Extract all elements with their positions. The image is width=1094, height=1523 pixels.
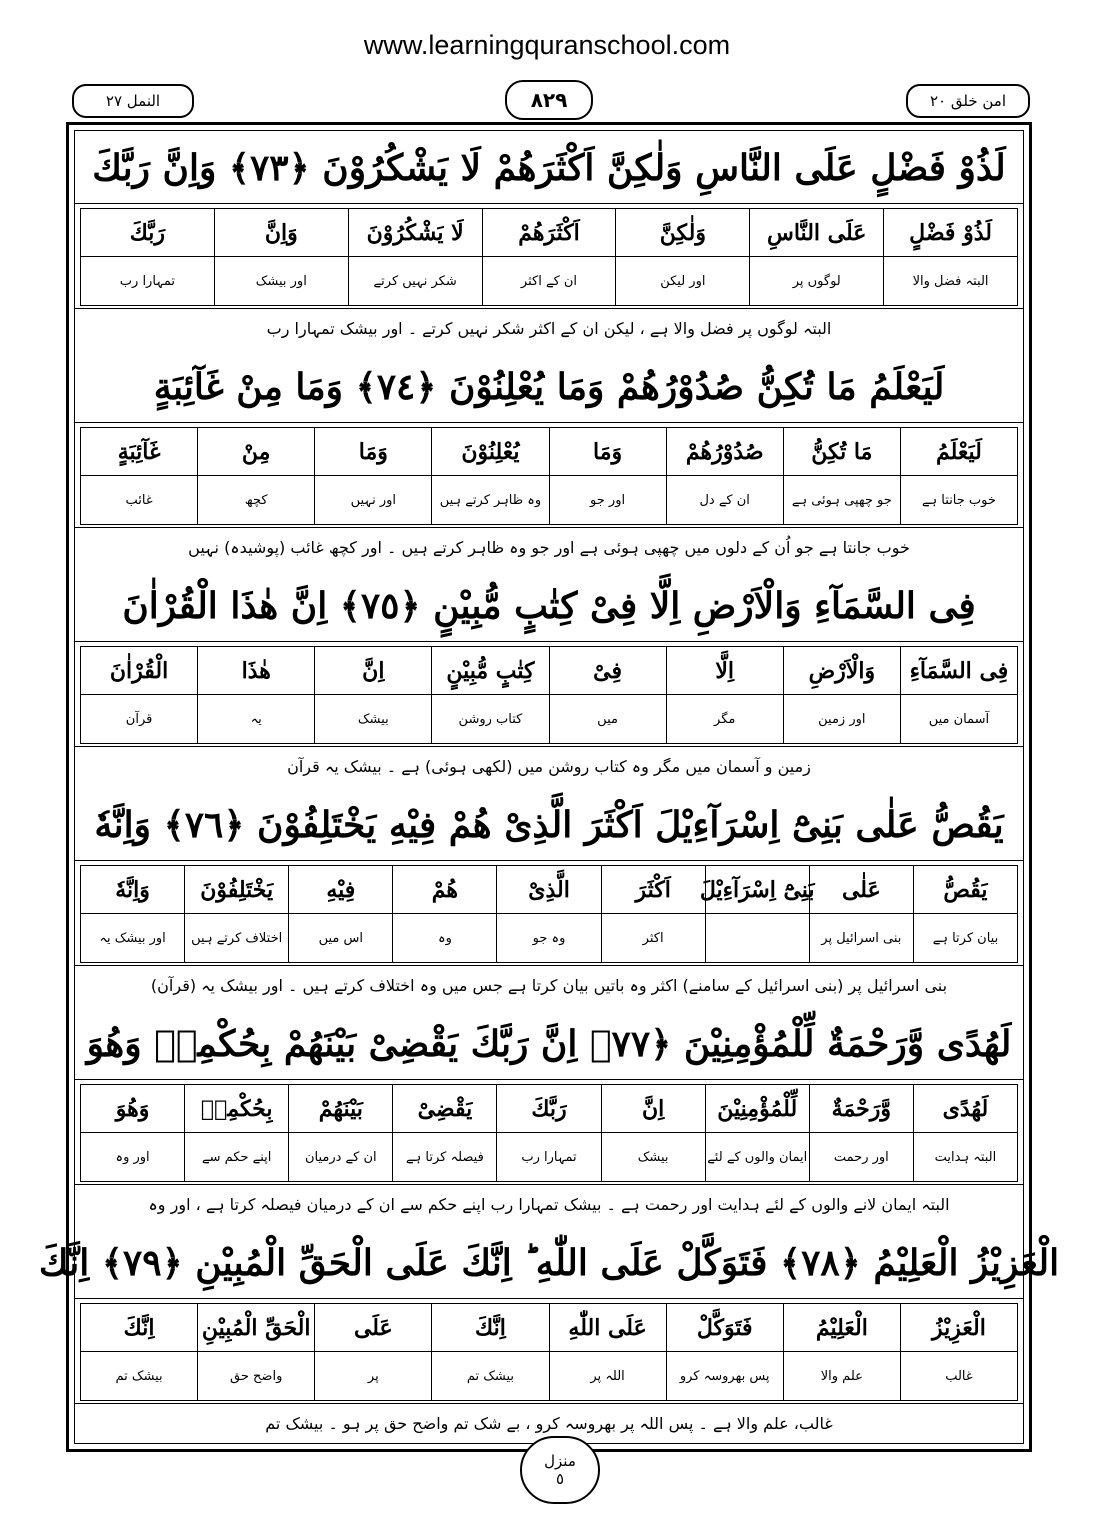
word-cell <box>314 647 431 743</box>
arabic-word: وَاِنَّهٗ <box>81 866 184 914</box>
urdu-meaning: آسمان میں <box>928 711 990 727</box>
word-cell <box>783 1304 900 1400</box>
arabic-word: الْعَلِيْمُ <box>784 1304 900 1352</box>
urdu-meaning: اور بیشک یہ <box>99 930 166 946</box>
urdu-meaning: بیان کرتا ہے <box>932 930 999 946</box>
arabic-word: يَخْتَلِفُوْنَ <box>185 866 288 914</box>
urdu-meaning: بیشک <box>637 1149 669 1165</box>
word-cell <box>496 1085 600 1181</box>
urdu-meaning: اور لیکن <box>660 273 706 289</box>
arabic-word: لَا يَشْكُرُوْنَ <box>349 209 482 257</box>
word-cell <box>392 866 496 962</box>
word-cell <box>615 209 749 305</box>
urdu-meaning: اور رحمت <box>833 1149 889 1165</box>
urdu-meaning: لوگوں پر <box>792 273 841 289</box>
urdu-meaning: وہ <box>437 930 452 946</box>
urdu-translation: غالب، علم والا ہے ۔ پس اللہ پر بھروسہ کرو ، بے شک تم واضح حق پر ہو ۔ بیشک تم <box>74 1403 1024 1443</box>
word-cell <box>184 1085 288 1181</box>
urdu-meaning: جو چھپی ہوئی ہے <box>791 492 892 508</box>
site-url: www.learningquranschool.com <box>363 30 731 60</box>
arabic-word: كِتٰبٍ مُّبِيْنٍ <box>432 647 548 695</box>
urdu-meaning: ان کے اکثر <box>520 273 578 289</box>
word-cell <box>288 1085 392 1181</box>
word-grid <box>80 1084 1018 1182</box>
verse-line: لَيَعْلَمُ مَا تُكِنُّ صُدُوْرُهُمْ وَمَا يُعْلِنُوْنَ ﴿٧٤﴾ وَمَا مِنْ غَآئِبَةٍ <box>74 351 1024 423</box>
arabic-word: بَيْنَهُمْ <box>289 1085 392 1133</box>
word-cell <box>749 209 883 305</box>
urdu-meaning: اختلاف کرتے ہیں <box>191 930 283 946</box>
arabic-word: فِىْ <box>550 647 666 695</box>
arabic-word: اِنَّ <box>315 647 431 695</box>
word-cell <box>197 428 314 524</box>
urdu-meaning: غائب <box>125 492 153 508</box>
urdu-meaning: بیشک تم <box>115 1368 163 1384</box>
urdu-meaning: کتاب روشن <box>458 711 523 727</box>
urdu-translation: البتہ ایمان لانے والوں کے لئے ہدایت اور رحمت ہے ۔ بیشک تمہارا رب اپنے حکم سے ان کے درمیان فیصلہ کرتا ہے ، اور وہ <box>74 1184 1024 1224</box>
arabic-word: وَاِنَّ <box>215 209 348 257</box>
arabic-word: يُعْلِنُوْنَ <box>432 428 548 476</box>
word-cell <box>809 866 913 962</box>
urdu-meaning: خوب جانتا ہے <box>921 492 996 508</box>
manzil-label: منزل <box>544 1452 576 1470</box>
arabic-word: اِنَّكَ <box>432 1304 548 1352</box>
arabic-word: فِى السَّمَآءِ <box>901 647 1017 695</box>
verse-line: لَذُوْ فَضْلٍ عَلَى النَّاسِ وَلٰكِنَّ اَكْثَرَهُمْ لَا يَشْكُرُوْنَ ﴿٧٣﴾ وَاِنَّ رَبَّكَ <box>74 132 1024 204</box>
surah-label: النمل ٢٧ <box>72 84 194 118</box>
word-cell <box>549 647 666 743</box>
word-grid <box>80 1303 1018 1401</box>
urdu-meaning: اپنے حکم سے <box>201 1149 272 1165</box>
word-cell <box>666 647 783 743</box>
arabic-word: وَّرَحْمَةٌ <box>810 1085 913 1133</box>
arabic-word: لَيَعْلَمُ <box>901 428 1017 476</box>
word-cell <box>913 1085 1017 1181</box>
arabic-word: هُمْ <box>393 866 496 914</box>
arabic-word: لَذُوْ فَضْلٍ <box>884 209 1017 257</box>
word-cell <box>601 866 705 962</box>
urdu-meaning: شکر نہیں کرتے <box>373 273 457 289</box>
word-cell <box>900 1304 1017 1400</box>
arabic-word: وَهُوَ <box>81 1085 184 1133</box>
word-cell <box>81 428 197 524</box>
arabic-word: صُدُوْرُهُمْ <box>667 428 783 476</box>
arabic-word: بِحُكْمِهٖ <box>185 1085 288 1133</box>
urdu-meaning: کچھ <box>244 492 268 508</box>
word-cell <box>601 1085 705 1181</box>
urdu-meaning: اور وہ <box>115 1149 150 1165</box>
urdu-meaning: البتہ ہدایت <box>934 1149 997 1165</box>
arabic-word: وَالْاَرْضِ <box>784 647 900 695</box>
arabic-word: مَا تُكِنُّ <box>784 428 900 476</box>
urdu-meaning: اور جو <box>590 492 626 508</box>
urdu-meaning: مگر <box>714 711 736 727</box>
urdu-meaning: علم والا <box>820 1368 863 1384</box>
urdu-meaning: ان کے درمیان <box>304 1149 377 1165</box>
urdu-meaning: ایمان والوں کے لئے <box>707 1149 808 1165</box>
arabic-word: وَلٰكِنَّ <box>616 209 749 257</box>
word-cell <box>81 209 214 305</box>
arabic-word: يَقُصُّ <box>914 866 1017 914</box>
arabic-word: اَكْثَرَهُمْ <box>483 209 616 257</box>
word-grid <box>80 865 1018 963</box>
manzil-number: ٥ <box>555 1470 565 1488</box>
arabic-word: يَقْضِىْ <box>393 1085 496 1133</box>
arabic-word: عَلَى اللّٰهِ <box>550 1304 666 1352</box>
arabic-word: اِنَّكَ <box>81 1304 197 1352</box>
word-cell <box>197 1304 314 1400</box>
arabic-word: غَآئِبَةٍ <box>81 428 197 476</box>
word-cell <box>496 866 600 962</box>
urdu-translation: خوب جانتا ہے جو اُن کے دلوں میں چھپی ہوئی ہے اور جو وہ ظاہر کرتے ہیں ۔ اور کچھ غائب (پوشیدہ) نہیں <box>74 527 1024 567</box>
word-cell <box>809 1085 913 1181</box>
arabic-word: فِيْهِ <box>289 866 392 914</box>
arabic-word: عَلٰى <box>810 866 913 914</box>
word-cell <box>314 428 431 524</box>
arabic-word: اِلَّا <box>667 647 783 695</box>
urdu-meaning: اللہ پر <box>590 1368 625 1384</box>
word-cell <box>549 428 666 524</box>
urdu-meaning: اور نہیں <box>350 492 396 508</box>
urdu-meaning: بیشک <box>357 711 389 727</box>
urdu-meaning: میں <box>597 711 618 727</box>
word-cell <box>783 647 900 743</box>
arabic-word: بَنِىْٓ اِسْرَآءِيْلَ <box>706 866 809 914</box>
word-cell <box>900 647 1017 743</box>
arabic-word: رَبَّكَ <box>497 1085 600 1133</box>
word-cell <box>81 866 184 962</box>
word-cell <box>288 866 392 962</box>
arabic-word: مِنْ <box>198 428 314 476</box>
urdu-meaning: وہ ظاہر کرتے ہیں <box>439 492 542 508</box>
word-cell <box>431 647 548 743</box>
urdu-meaning: پر <box>367 1368 379 1384</box>
urdu-meaning: اور بیشک <box>255 273 307 289</box>
verse-line: فِى السَّمَآءِ وَالْاَرْضِ اِلَّا فِىْ كِتٰبٍ مُّبِيْنٍ ﴿٧٥﴾ اِنَّ هٰذَا الْقُرْاٰنَ <box>74 570 1024 642</box>
word-cell <box>549 1304 666 1400</box>
urdu-meaning: فیصلہ کرتا ہے <box>406 1149 484 1165</box>
urdu-meaning: قرآن <box>125 711 153 727</box>
word-cell <box>197 647 314 743</box>
word-cell <box>900 428 1017 524</box>
word-grid <box>80 427 1018 525</box>
word-cell <box>705 1085 809 1181</box>
arabic-word: الْعَزِيْزُ <box>901 1304 1017 1352</box>
arabic-word: عَلَى <box>315 1304 431 1352</box>
urdu-meaning: پس بھروسہ کرو <box>679 1368 770 1384</box>
word-cell <box>81 647 197 743</box>
urdu-meaning <box>706 914 809 962</box>
urdu-meaning: البتہ فضل والا <box>912 273 989 289</box>
word-cell <box>214 209 348 305</box>
word-grid <box>80 208 1018 306</box>
urdu-meaning: بنی اسرائیل پر <box>821 930 902 946</box>
arabic-word: الَّذِىْ <box>497 866 600 914</box>
verse-line: لَهُدًى وَّرَحْمَةٌ لِّلْمُؤْمِنِيْنَ ﴿٧٧﴾ اِنَّ رَبَّكَ يَقْضِىْ بَيْنَهُمْ بِحُكْمِهٖ وَهُوَ <box>74 1008 1024 1080</box>
word-cell <box>314 1304 431 1400</box>
page-number: ٨٢٩ <box>505 80 593 120</box>
urdu-meaning: یہ <box>250 711 262 727</box>
arabic-word: هٰذَا <box>198 647 314 695</box>
urdu-meaning: بیشک تم <box>466 1368 515 1384</box>
urdu-meaning: غالب <box>945 1368 973 1384</box>
word-cell <box>482 209 616 305</box>
arabic-word: لِّلْمُؤْمِنِيْنَ <box>706 1085 809 1133</box>
word-cell <box>666 1304 783 1400</box>
verse-line: يَقُصُّ عَلٰى بَنِىْٓ اِسْرَآءِيْلَ اَكْثَرَ الَّذِىْ هُمْ فِيْهِ يَخْتَلِفُوْنَ ﴿٧٦﴾ وَاِنَّهٗ <box>74 789 1024 861</box>
arabic-word: اِنَّ <box>602 1085 705 1133</box>
verse-line: الْعَزِيْزُ الْعَلِيْمُ ﴿٧٨﴾ فَتَوَكَّلْ عَلَى اللّٰهِ ؕ اِنَّكَ عَلَى الْحَقِّ الْمُبِيْنِ ﴿٧٩﴾ اِنَّكَ <box>74 1227 1024 1299</box>
arabic-word: وَمَا <box>315 428 431 476</box>
arabic-word: عَلَى النَّاسِ <box>750 209 883 257</box>
word-cell <box>184 866 288 962</box>
arabic-word: اَكْثَرَ <box>602 866 705 914</box>
urdu-meaning: ان کے دل <box>699 492 750 508</box>
word-cell <box>81 1304 197 1400</box>
urdu-meaning: اور زمین <box>818 711 866 727</box>
word-cell <box>666 428 783 524</box>
urdu-translation: البتہ لوگوں پر فضل والا ہے ، لیکن ان کے اکثر شکر نہیں کرتے ۔ اور بیشک تمہارا رب <box>74 308 1024 348</box>
word-cell <box>431 1304 548 1400</box>
juz-label: امن خلق ٢٠ <box>906 84 1030 118</box>
word-cell <box>913 866 1017 962</box>
manzil-marker <box>520 1436 600 1504</box>
word-cell <box>431 428 548 524</box>
urdu-meaning: وہ جو <box>532 930 566 946</box>
urdu-meaning: اکثر <box>642 930 664 946</box>
word-cell <box>883 209 1017 305</box>
arabic-word: وَمَا <box>550 428 666 476</box>
arabic-word: الْقُرْاٰنَ <box>81 647 197 695</box>
arabic-word: الْحَقِّ الْمُبِيْنِ <box>198 1304 314 1352</box>
word-cell <box>348 209 482 305</box>
word-cell <box>699 866 815 962</box>
urdu-meaning: تمہارا رب <box>521 1149 577 1165</box>
word-cell <box>392 1085 496 1181</box>
urdu-meaning: واضح حق <box>230 1368 283 1384</box>
urdu-translation: بنی اسرائیل پر (بنی اسرائیل کے سامنے) اکثر وہ باتیں بیان کرتا ہے جس میں وہ اختلاف کرتے ہیں ۔ اور بیشک یہ (قرآن) <box>74 965 1024 1005</box>
word-cell <box>81 1085 184 1181</box>
arabic-word: فَتَوَكَّلْ <box>667 1304 783 1352</box>
urdu-translation: زمین و آسمان میں مگر وہ کتاب روشن میں (لکھی ہوئی) ہے ۔ بیشک یہ قرآن <box>74 746 1024 786</box>
urdu-meaning: تمہارا رب <box>119 273 176 289</box>
urdu-meaning: اس میں <box>318 930 363 946</box>
arabic-word: لَهُدًى <box>914 1085 1017 1133</box>
word-cell <box>783 428 900 524</box>
arabic-word: رَبَّكَ <box>81 209 214 257</box>
word-grid <box>80 646 1018 744</box>
